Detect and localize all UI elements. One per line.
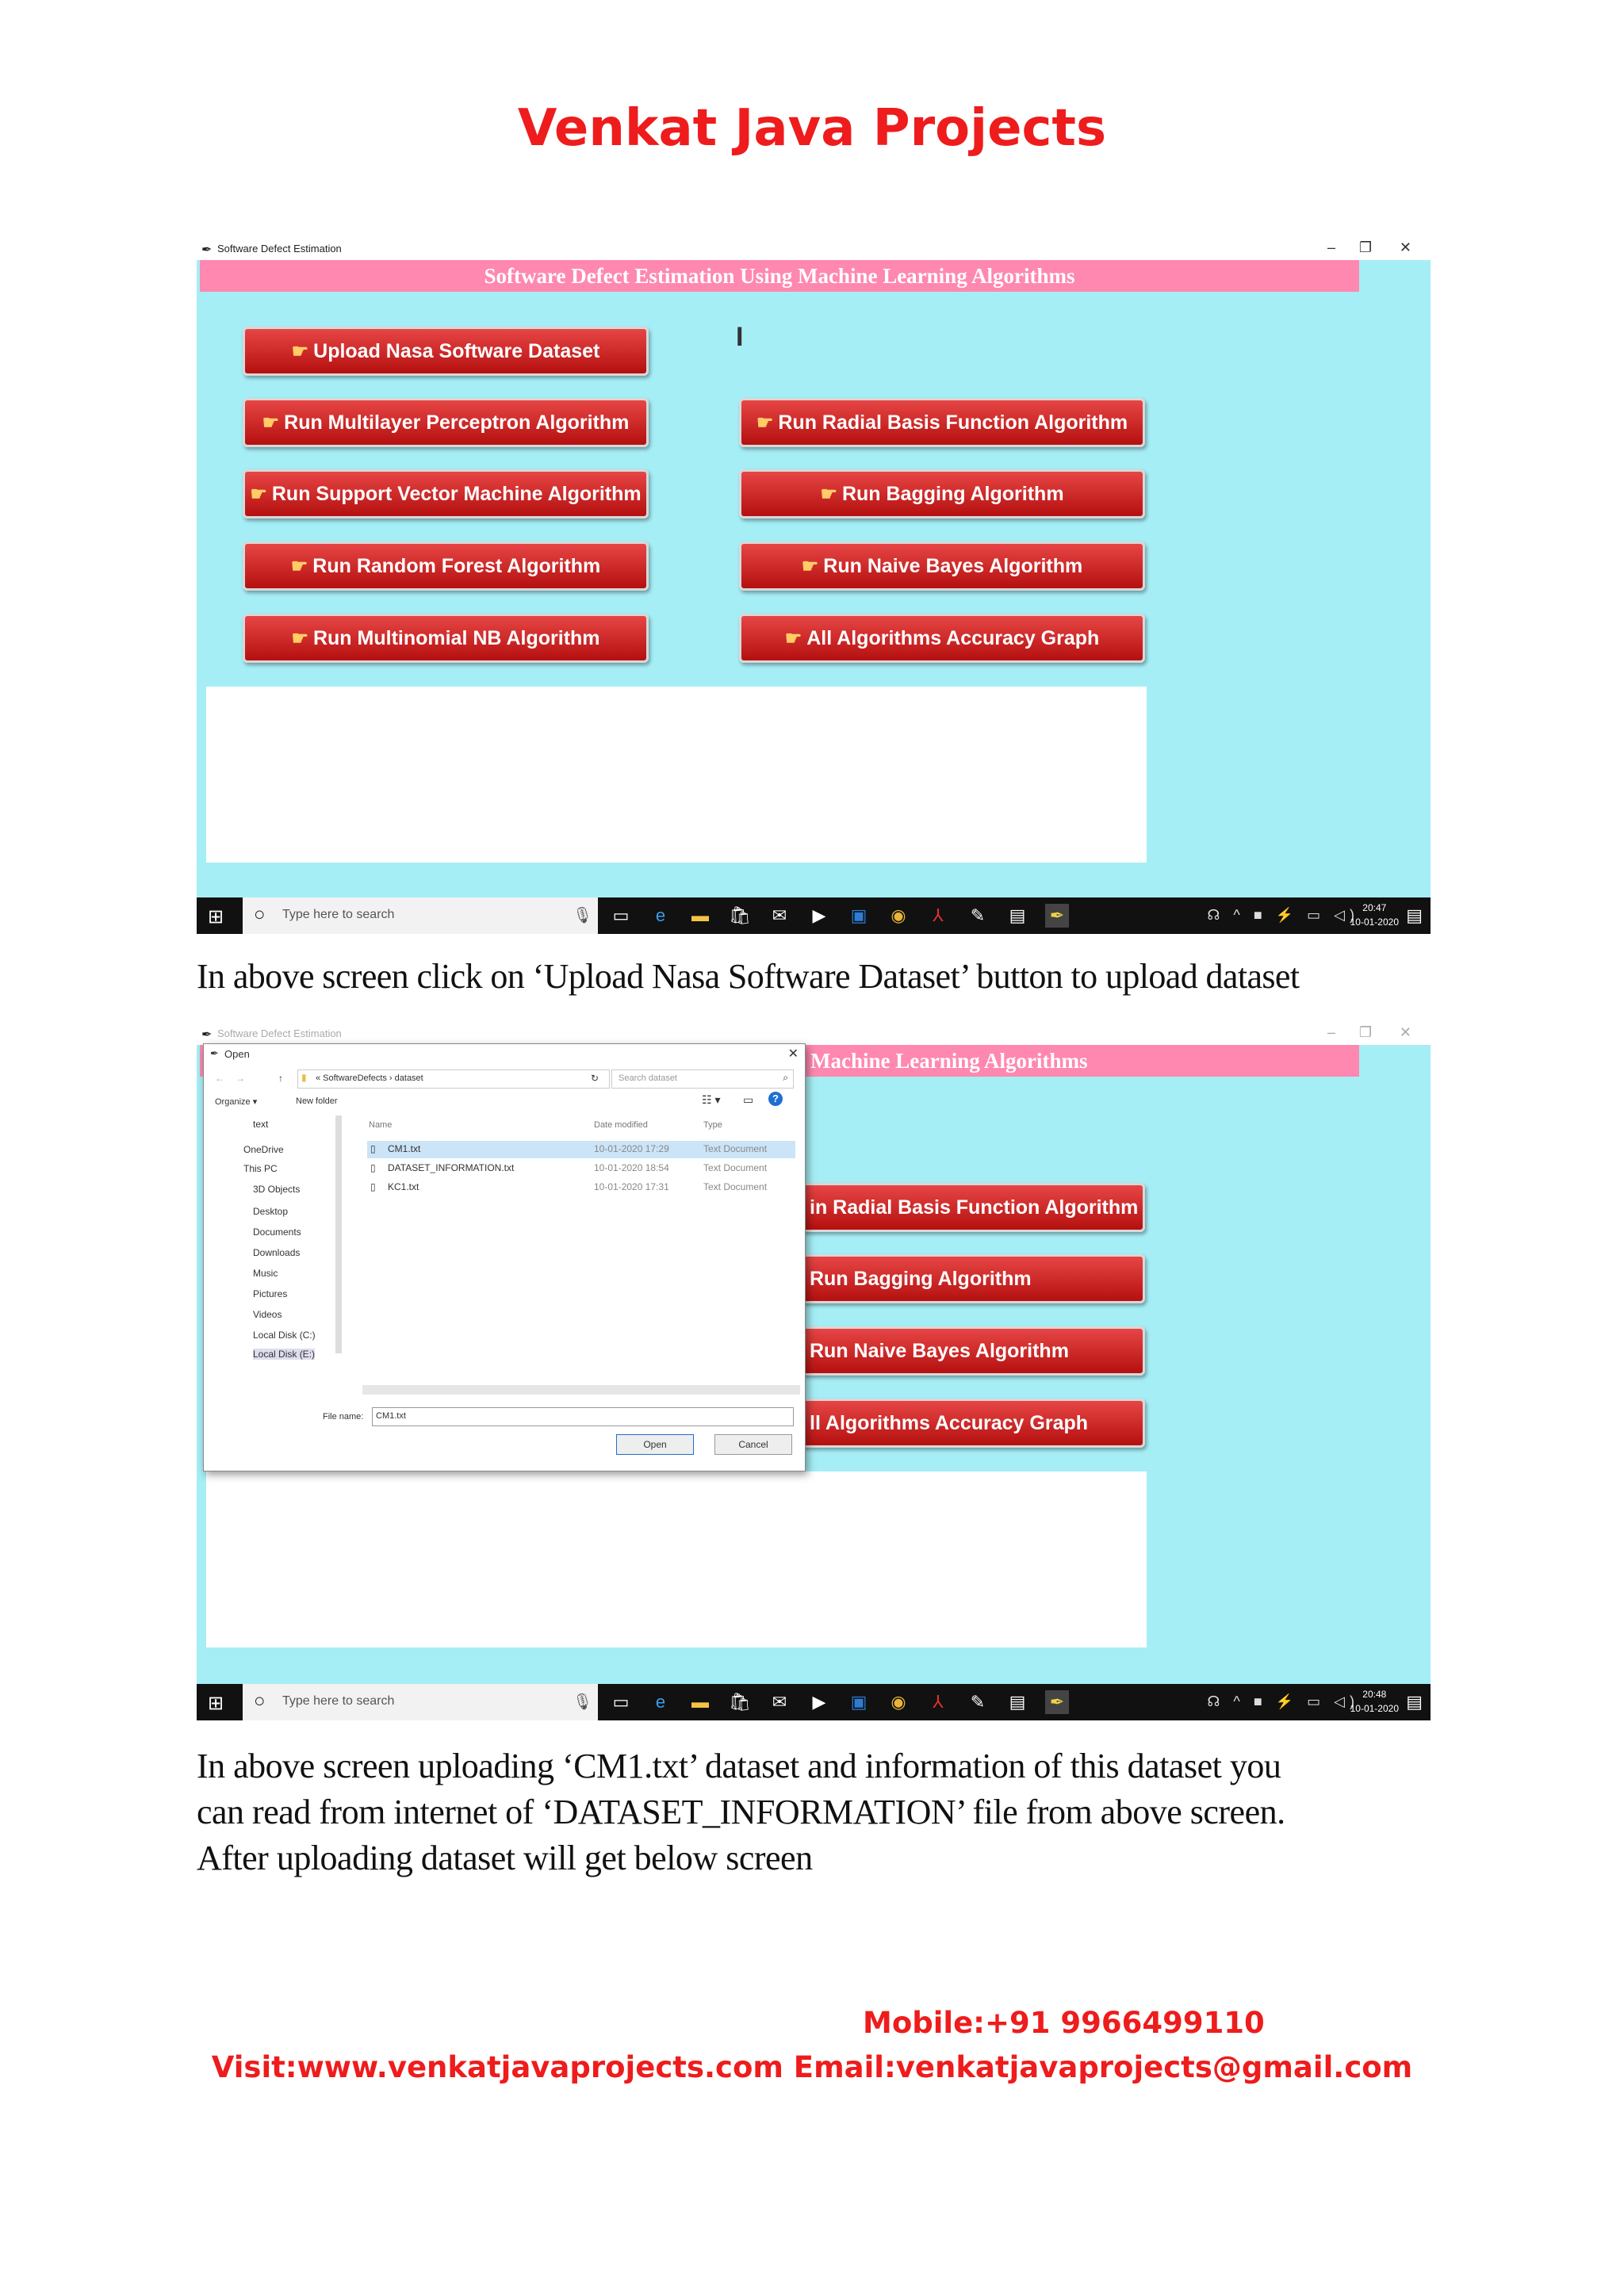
terminal-icon[interactable]: ▤	[1009, 905, 1026, 925]
run-bagging-label: Run Bagging Algorithm	[841, 483, 1064, 505]
pointer-icon: ☛	[784, 628, 802, 649]
nav-back-icon[interactable]: ←	[215, 1073, 224, 1084]
notification-icon[interactable]: ▤	[1406, 1692, 1423, 1712]
sidebar-item[interactable]: OneDrive	[243, 1144, 284, 1155]
nav-forward-icon[interactable]: →	[236, 1073, 245, 1084]
system-tray-icons[interactable]: ☊ ^ ■ ⚡ ▭ ◁)	[1207, 907, 1359, 923]
run-bagging-button[interactable]	[739, 469, 1145, 519]
sidebar-item[interactable]: Desktop	[253, 1206, 289, 1217]
pointer-icon: ☛	[801, 556, 819, 577]
run-random-forest-label: Run Random Forest Algorithm	[312, 555, 601, 577]
help-icon[interactable]: ?	[768, 1092, 783, 1106]
file-row[interactable]	[367, 1141, 795, 1158]
file-date: 10-01-2020 18:54	[594, 1162, 669, 1173]
file-row[interactable]	[367, 1179, 795, 1196]
run-bagging-label: Run Bagging Algorithm	[810, 1268, 1032, 1290]
file-name-value: CM1.txt	[376, 1411, 406, 1421]
output-text-area[interactable]	[206, 687, 1147, 863]
sidebar-item[interactable]: Pictures	[253, 1288, 288, 1299]
feather-icon: ✒	[201, 1028, 213, 1042]
taskbar-search[interactable]	[243, 1684, 598, 1720]
edge-icon[interactable]: e	[655, 905, 666, 925]
search-icon: ○	[254, 1690, 266, 1712]
windows-start-icon[interactable]: ⊞	[208, 1693, 224, 1714]
taskbar-date: 10-01-2020	[1350, 1703, 1399, 1714]
edge-icon[interactable]: e	[655, 1692, 666, 1712]
close-icon[interactable]: ✕	[1399, 1024, 1411, 1040]
app-screenshot-2	[197, 1024, 1431, 1720]
run-random-forest-button[interactable]	[243, 541, 649, 591]
sidebar-item[interactable]: Local Disk (C:)	[253, 1330, 316, 1341]
search-dataset-input[interactable]	[611, 1070, 794, 1089]
maximize-icon[interactable]: ❐	[1358, 239, 1372, 255]
store-icon[interactable]: 🛍	[729, 1692, 751, 1712]
nav-up-icon[interactable]: ↑	[278, 1073, 283, 1084]
file-date: 10-01-2020 17:29	[594, 1143, 669, 1154]
sidebar-item[interactable]: 3D Objects	[253, 1184, 301, 1195]
accuracy-graph-label: All Algorithms Accuracy Graph	[806, 627, 1100, 649]
run-multinomial-nb-button[interactable]	[243, 614, 649, 663]
windows-start-icon[interactable]: ⊞	[208, 906, 224, 928]
sidebar-item[interactable]: Music	[253, 1268, 278, 1279]
taskbar-time: 20:47	[1362, 902, 1387, 913]
dialog-sidebar	[204, 1115, 347, 1361]
microphone-icon[interactable]: 🎙	[573, 1693, 593, 1711]
search-icon: ○	[254, 904, 266, 925]
taskbar-time: 20:48	[1362, 1689, 1387, 1700]
chrome-icon[interactable]: ◉	[891, 905, 906, 925]
file-type: Text Document	[703, 1162, 768, 1173]
folder-icon: ▮	[301, 1072, 307, 1083]
taskbar-search-placeholder: Type here to search	[282, 908, 395, 921]
sidebar-item[interactable]: Videos	[253, 1309, 282, 1320]
outlook-icon[interactable]: ▣	[850, 905, 868, 925]
file-date: 10-01-2020 17:31	[594, 1181, 669, 1192]
caption-2-line-3: After uploading dataset will get below screen	[197, 1839, 813, 1877]
new-folder-button[interactable]: New folder	[296, 1096, 338, 1106]
caption-1: In above screen click on ‘Upload Nasa Software Dataset’ button to upload dataset	[197, 957, 1300, 996]
taskbar-clock[interactable]	[1350, 1687, 1399, 1716]
media-player-icon[interactable]: ▶	[812, 1692, 826, 1712]
window-titlebar	[197, 1024, 1431, 1045]
text-file-icon: ▯	[370, 1143, 376, 1154]
python-icon[interactable]: ✒	[1045, 904, 1069, 928]
task-view-icon[interactable]: ▭	[612, 905, 630, 925]
run-svm-button[interactable]	[243, 469, 649, 519]
preview-pane-icon[interactable]: ▭	[743, 1093, 754, 1106]
caption-2	[197, 1743, 1431, 1881]
feather-icon: ✒	[210, 1047, 219, 1059]
horizontal-scrollbar[interactable]	[362, 1385, 800, 1395]
upload-dataset-label: Upload Nasa Software Dataset	[313, 340, 600, 362]
sidebar-item[interactable]: Local Disk (E:)	[253, 1349, 316, 1360]
output-text-area[interactable]	[206, 1471, 1147, 1647]
run-mlp-label: Run Multilayer Perceptron Algorithm	[284, 411, 630, 434]
taskbar-date: 10-01-2020	[1350, 916, 1399, 928]
address-bar[interactable]	[297, 1070, 610, 1089]
notification-icon[interactable]: ▤	[1406, 905, 1423, 925]
paint-icon[interactable]: ✎	[970, 905, 986, 925]
outlook-icon[interactable]: ▣	[850, 1692, 868, 1712]
run-naive-bayes-label: Run Naive Bayes Algorithm	[810, 1340, 1069, 1362]
document-title: Venkat Java Projects	[517, 99, 1107, 158]
column-header-name[interactable]: Name	[369, 1120, 393, 1130]
cancel-button[interactable]	[714, 1434, 792, 1455]
file-type: Text Document	[703, 1181, 768, 1192]
pointer-icon: ☛	[291, 341, 309, 362]
run-svm-label: Run Support Vector Machine Algorithm	[271, 483, 642, 505]
organize-menu[interactable]: Organize ▾	[215, 1097, 258, 1107]
run-mlp-button[interactable]	[243, 398, 649, 447]
file-row[interactable]	[367, 1160, 795, 1177]
breadcrumb: « SoftwareDefects › dataset	[316, 1073, 423, 1083]
pointer-icon: ☛	[820, 484, 837, 505]
status-marker: I	[736, 322, 744, 352]
accuracy-graph-button[interactable]	[739, 614, 1145, 663]
run-naive-bayes-label: Run Naive Bayes Algorithm	[823, 555, 1083, 577]
run-naive-bayes-button[interactable]	[739, 541, 1145, 591]
column-header-date[interactable]: Date modified	[594, 1120, 648, 1130]
microphone-icon[interactable]: 🎙	[573, 907, 593, 924]
dialog-title: Open	[224, 1048, 250, 1060]
app-screenshot-1	[197, 239, 1431, 934]
minimize-icon[interactable]: –	[1327, 239, 1335, 255]
run-rbf-label: in Radial Basis Function Algorithm	[810, 1196, 1139, 1219]
text-file-icon: ▯	[370, 1162, 376, 1173]
file-explorer-icon[interactable]: ▬	[691, 905, 709, 925]
store-icon[interactable]: 🛍	[729, 905, 751, 925]
dialog-close-icon[interactable]: ✕	[787, 1047, 799, 1061]
feather-icon: ✒	[201, 243, 213, 257]
sidebar-item[interactable]: Documents	[253, 1226, 301, 1238]
app-banner: Software Defect Estimation Using Machine Learning Algorithms	[200, 260, 1359, 292]
taskbar-clock[interactable]	[1350, 901, 1399, 929]
column-header-type[interactable]: Type	[703, 1120, 722, 1130]
app-banner-partial-text: Machine Learning Algorithms	[810, 1049, 1088, 1073]
run-rbf-label: Run Radial Basis Function Algorithm	[778, 411, 1128, 434]
task-view-icon[interactable]: ▭	[612, 1692, 630, 1712]
cancel-button-label: Cancel	[738, 1439, 768, 1450]
media-player-icon[interactable]: ▶	[812, 905, 826, 925]
file-name: CM1.txt	[388, 1143, 421, 1154]
run-multinomial-nb-label: Run Multinomial NB Algorithm	[312, 627, 600, 649]
close-icon[interactable]: ✕	[1399, 239, 1411, 255]
caption-2-line-1: In above screen uploading ‘CM1.txt’ dataset and information of this dataset you	[197, 1747, 1281, 1785]
taskbar-search-placeholder: Type here to search	[282, 1694, 395, 1708]
windows-taskbar	[197, 897, 1431, 934]
view-options-icon[interactable]: ☷ ▾	[702, 1093, 721, 1106]
window-title: Software Defect Estimation	[217, 243, 342, 254]
system-tray-icons[interactable]: ☊ ^ ■ ⚡ ▭ ◁)	[1207, 1693, 1359, 1709]
pointer-icon: ☛	[756, 412, 774, 434]
taskbar-search[interactable]	[243, 897, 598, 934]
python-icon[interactable]: ✒	[1045, 1690, 1069, 1714]
footer-mobile: Mobile:+91 9966499110	[863, 2006, 1265, 2040]
upload-dataset-button[interactable]	[243, 327, 649, 376]
window-title: Software Defect Estimation	[217, 1027, 342, 1039]
footer-contact: Visit:www.venkatjavaprojects.com Email:venkatjavaprojects@gmail.com	[211, 2050, 1413, 2084]
open-button[interactable]	[616, 1434, 694, 1455]
refresh-icon[interactable]: ↻	[591, 1073, 599, 1084]
file-name-input[interactable]	[372, 1407, 794, 1426]
sidebar-scrollbar[interactable]	[335, 1115, 342, 1353]
sidebar-item[interactable]: text	[253, 1119, 269, 1130]
chrome-icon[interactable]: ◉	[891, 1692, 906, 1712]
file-name: KC1.txt	[388, 1181, 419, 1192]
accuracy-graph-label: ll Algorithms Accuracy Graph	[810, 1412, 1089, 1434]
sidebar-item[interactable]: This PC	[243, 1163, 278, 1174]
pointer-icon: ☛	[291, 628, 308, 649]
pointer-icon: ☛	[262, 412, 280, 434]
window-titlebar	[197, 239, 1431, 260]
acrobat-icon[interactable]: ⅄	[933, 905, 944, 925]
search-icon: ⌕	[783, 1072, 788, 1083]
acrobat-icon[interactable]: ⅄	[933, 1692, 944, 1712]
minimize-icon[interactable]: –	[1327, 1024, 1335, 1040]
mail-icon[interactable]: ✉	[772, 1692, 787, 1712]
terminal-icon[interactable]: ▤	[1009, 1692, 1026, 1712]
windows-taskbar	[197, 1684, 1431, 1720]
file-type: Text Document	[703, 1143, 768, 1154]
maximize-icon[interactable]: ❐	[1358, 1024, 1372, 1040]
mail-icon[interactable]: ✉	[772, 905, 787, 925]
pointer-icon: ☛	[290, 556, 308, 577]
search-dataset-placeholder: Search dataset	[619, 1073, 677, 1083]
sidebar-item[interactable]: Downloads	[253, 1247, 301, 1258]
caption-2-line-2: can read from internet of ‘DATASET_INFORMATION’ file from above screen.	[197, 1793, 1285, 1831]
open-file-dialog	[203, 1043, 806, 1471]
run-rbf-button[interactable]	[739, 398, 1145, 447]
pointer-icon: ☛	[250, 484, 267, 505]
open-button-label: Open	[643, 1439, 667, 1450]
file-explorer-icon[interactable]: ▬	[691, 1692, 709, 1712]
paint-icon[interactable]: ✎	[970, 1692, 986, 1712]
file-name: DATASET_INFORMATION.txt	[388, 1162, 515, 1173]
text-file-icon: ▯	[370, 1181, 376, 1192]
file-name-label: File name:	[323, 1412, 364, 1422]
